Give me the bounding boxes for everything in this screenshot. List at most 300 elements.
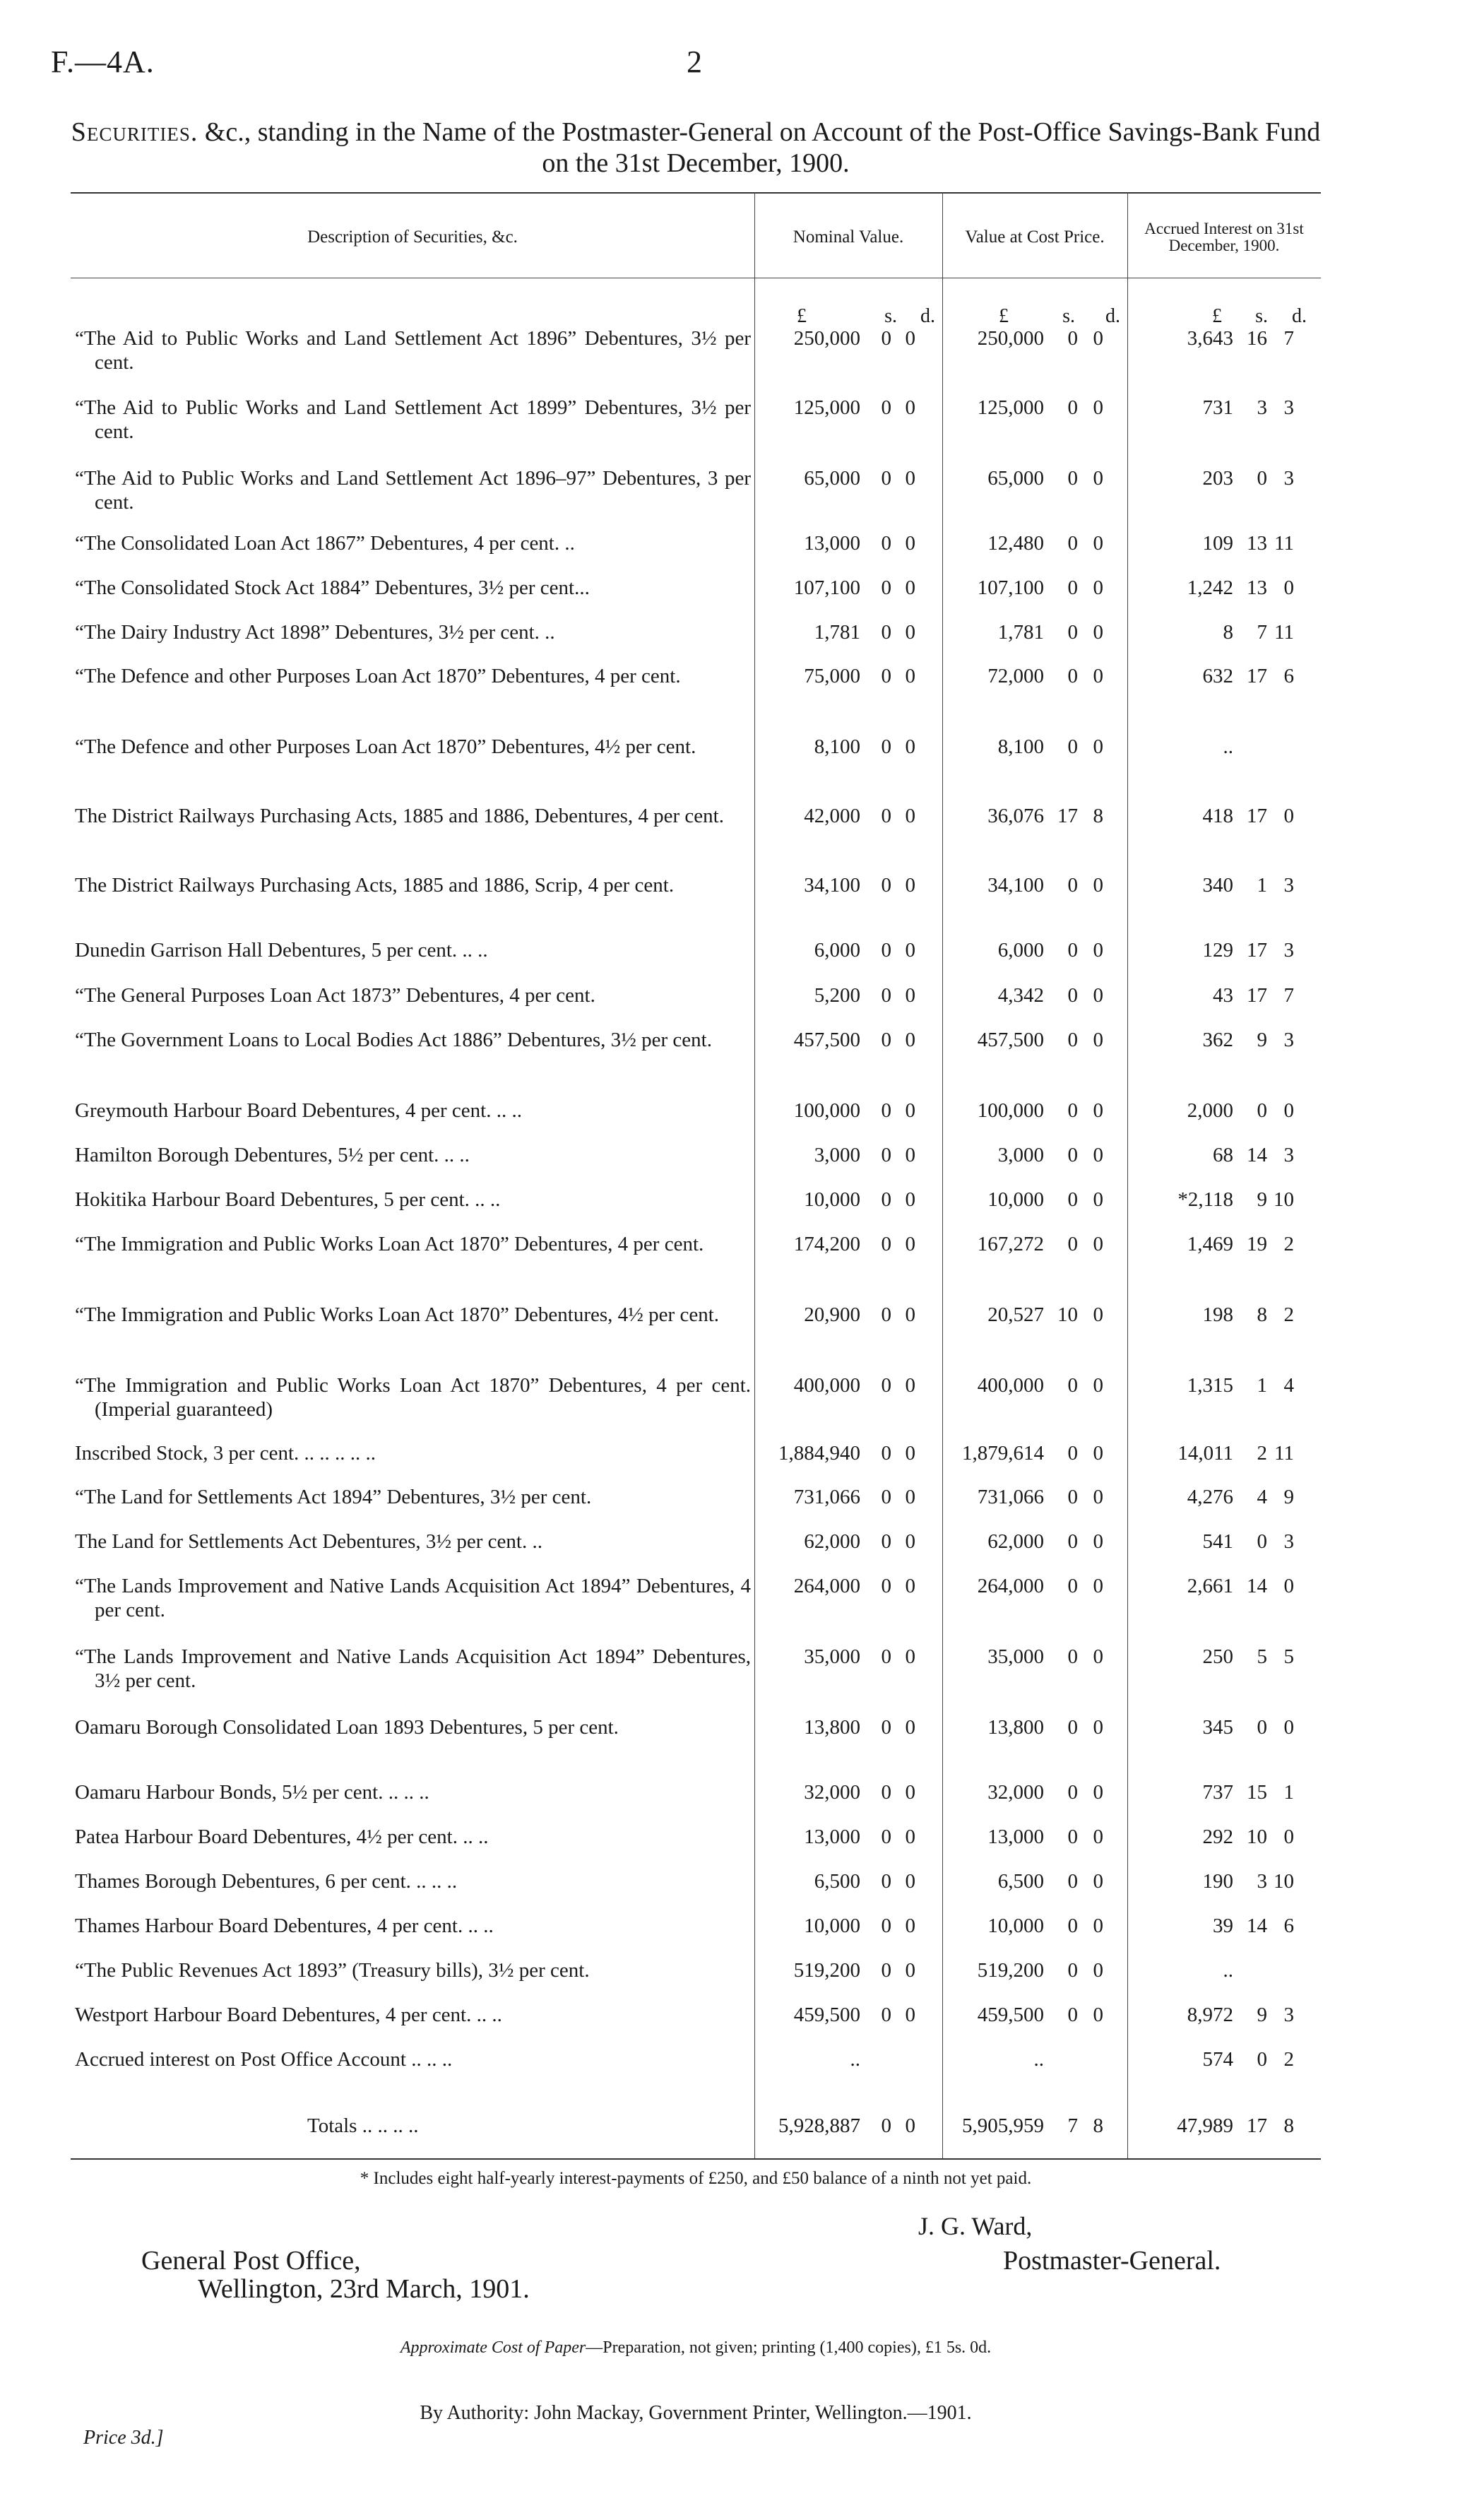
int-shillings: 1 (1257, 874, 1267, 897)
nom-pounds: 519,200 (793, 1959, 860, 1982)
nom-shillings: 0 (881, 1029, 891, 1051)
nom-shillings: 0 (881, 1188, 891, 1211)
cost-shillings: 0 (1067, 735, 1078, 758)
int-pence: 2 (1283, 1303, 1294, 1326)
cost-pounds: 72,000 (987, 665, 1044, 687)
unit-pounds: £ (999, 305, 1009, 327)
cost-shillings: 0 (1067, 532, 1078, 555)
int-pence: 10 (1274, 1188, 1294, 1211)
cost-shillings: 0 (1067, 576, 1078, 599)
security-description: Hamilton Borough Debentures, 5½ per cent. .. .. (75, 1144, 470, 1166)
security-description: “The Immigration and Public Works Loan Act 1870” Debentures, 4 per cent. (75, 1233, 704, 1255)
int-pounds: 129 (1202, 939, 1233, 962)
cost-note-text: —Preparation, not given; printing (1,400 copies), £1 5s. 0d. (586, 2338, 992, 2357)
document-reference: F.—4A. (51, 45, 155, 79)
cost-pounds: .. (1033, 2048, 1044, 2071)
nom-pence: 0 (905, 396, 915, 419)
int-pence: 0 (1283, 805, 1294, 827)
nom-pence: 0 (905, 1188, 915, 1211)
cost-pounds: 12,480 (987, 532, 1044, 555)
footnote: * Includes eight half-yearly interest-payments of £250, and £50 balance of a ninth not yet paid. (360, 2169, 1032, 2188)
nom-pounds: 34,100 (804, 874, 860, 897)
int-pence: 11 (1274, 532, 1294, 555)
cost-pounds: 6,500 (997, 1870, 1044, 1893)
cost-shillings: 0 (1067, 874, 1078, 897)
security-description: “The Immigration and Public Works Loan Act 1870” Debentures, 4½ per cent. (75, 1303, 719, 1326)
int-pence: 1 (1283, 1781, 1294, 1804)
int-shillings: 13 (1247, 532, 1267, 555)
total-int-pence: 8 (1283, 2114, 1294, 2137)
cost-pence: 0 (1093, 576, 1103, 599)
column-divider (1127, 192, 1128, 2158)
total-int-shillings: 17 (1247, 2114, 1267, 2137)
cost-pence: 0 (1093, 665, 1103, 687)
int-pence: 3 (1283, 2004, 1294, 2026)
nom-pounds: 731,066 (793, 1486, 860, 1508)
int-pounds: .. (1223, 1959, 1233, 1982)
cost-shillings: 0 (1067, 665, 1078, 687)
int-pounds: 1,469 (1187, 1233, 1233, 1255)
cost-shillings: 0 (1067, 621, 1078, 644)
int-shillings: 17 (1247, 939, 1267, 962)
cost-shillings: 0 (1067, 327, 1078, 350)
cost-pence: 0 (1093, 1716, 1103, 1739)
int-shillings: 14 (1247, 1915, 1267, 1937)
signature-office: General Post Office, (141, 2246, 361, 2276)
security-description: “The Government Loans to Local Bodies Act 1886” Debentures, 3½ per cent. (75, 1029, 712, 1051)
nom-shillings: 0 (881, 1959, 891, 1982)
int-shillings: 10 (1247, 1826, 1267, 1848)
cost-pence: 0 (1093, 327, 1103, 350)
cost-shillings: 0 (1067, 1144, 1078, 1166)
int-pounds: 3,643 (1187, 327, 1233, 350)
int-pounds: 250 (1202, 1645, 1233, 1668)
cost-shillings: 17 (1057, 805, 1078, 827)
int-shillings: 9 (1257, 1029, 1267, 1051)
security-description: “The Defence and other Purposes Loan Act 1870” Debentures, 4½ per cent. (75, 735, 696, 758)
cost-pounds: 4,342 (997, 984, 1044, 1007)
nom-pence: 0 (905, 1029, 915, 1051)
cost-pence: 0 (1093, 1144, 1103, 1166)
int-pounds: 340 (1202, 874, 1233, 897)
int-shillings: 16 (1247, 327, 1267, 350)
nom-pounds: 1,781 (814, 621, 860, 644)
nom-shillings: 0 (881, 1374, 891, 1397)
nom-pence: 0 (905, 665, 915, 687)
nom-pence: 0 (905, 1442, 915, 1465)
nom-pounds: 459,500 (793, 2004, 860, 2026)
nom-pounds: 75,000 (804, 665, 860, 687)
cost-pence: 0 (1093, 532, 1103, 555)
cost-note-label: Approximate Cost of Paper (400, 2338, 586, 2357)
int-pounds: 190 (1202, 1870, 1233, 1893)
security-description: “The Dairy Industry Act 1898” Debentures, 3½ per cent. .. (75, 621, 555, 644)
int-shillings: 0 (1257, 1716, 1267, 1739)
nom-pounds: 107,100 (793, 576, 860, 599)
column-header-nominal: Nominal Value. (793, 227, 904, 247)
nom-pounds: 32,000 (804, 1781, 860, 1804)
int-shillings: 8 (1257, 1303, 1267, 1326)
cost-pence: 0 (1093, 621, 1103, 644)
cost-shillings: 0 (1067, 984, 1078, 1007)
int-pence: 0 (1283, 576, 1294, 599)
int-pence: 3 (1283, 874, 1294, 897)
nom-pounds: .. (850, 2048, 860, 2071)
nom-shillings: 0 (881, 1716, 891, 1739)
int-pounds: 731 (1202, 396, 1233, 419)
nom-pence: 0 (905, 1303, 915, 1326)
cost-pounds: 13,800 (987, 1716, 1044, 1739)
nom-shillings: 0 (881, 532, 891, 555)
cost-shillings: 0 (1067, 2004, 1078, 2026)
nom-pence: 0 (905, 621, 915, 644)
cost-pence: 0 (1093, 1645, 1103, 1668)
int-pounds: 4,276 (1187, 1486, 1233, 1508)
nom-pence: 0 (905, 1781, 915, 1804)
int-pounds: 292 (1202, 1826, 1233, 1848)
cost-shillings: 0 (1067, 1486, 1078, 1508)
nom-pounds: 13,800 (804, 1716, 860, 1739)
nom-shillings: 0 (881, 939, 891, 962)
nom-shillings: 0 (881, 735, 891, 758)
unit-pounds: £ (797, 305, 807, 327)
int-shillings: 17 (1247, 805, 1267, 827)
nom-shillings: 0 (881, 1442, 891, 1465)
nom-shillings: 0 (881, 1144, 891, 1166)
cost-shillings: 0 (1067, 467, 1078, 490)
cost-pence: 0 (1093, 1188, 1103, 1211)
int-pence: 9 (1283, 1486, 1294, 1508)
security-description: Accrued interest on Post Office Account .. .. .. (75, 2048, 453, 2071)
int-shillings: 0 (1257, 1099, 1267, 1122)
printer-authority: By Authority: John Mackay, Government Printer, Wellington.—1901. (420, 2402, 972, 2424)
nom-pence: 0 (905, 1645, 915, 1668)
int-pounds: 362 (1202, 1029, 1233, 1051)
nom-shillings: 0 (881, 467, 891, 490)
int-pence: 3 (1283, 1530, 1294, 1553)
total-nom-shillings: 0 (881, 2114, 891, 2137)
nom-pounds: 100,000 (793, 1099, 860, 1122)
nom-pounds: 35,000 (804, 1645, 860, 1668)
security-description: Thames Borough Debentures, 6 per cent. .. .. .. (75, 1870, 458, 1893)
security-description: “The Lands Improvement and Native Lands Acquisition Act 1894” Debentures, 3½ per cent. (75, 1645, 751, 1692)
nom-shillings: 0 (881, 327, 891, 350)
int-pence: 0 (1283, 1826, 1294, 1848)
cost-pence: 0 (1093, 1575, 1103, 1597)
int-pounds: 1,242 (1187, 576, 1233, 599)
nom-pence: 0 (905, 532, 915, 555)
cost-pence: 0 (1093, 1781, 1103, 1804)
total-nom-pence: 0 (905, 2114, 915, 2137)
nom-pounds: 264,000 (793, 1575, 860, 1597)
int-pounds: 418 (1202, 805, 1233, 827)
nom-pence: 0 (905, 735, 915, 758)
nom-pence: 0 (905, 805, 915, 827)
int-shillings: 1 (1257, 1374, 1267, 1397)
nom-pounds: 65,000 (804, 467, 860, 490)
unit-shillings: s. (1255, 305, 1268, 327)
nom-pounds: 250,000 (793, 327, 860, 350)
cost-pence: 0 (1093, 1530, 1103, 1553)
nom-shillings: 0 (881, 1099, 891, 1122)
security-description: Hokitika Harbour Board Debentures, 5 per cent. .. .. (75, 1188, 501, 1211)
cost-pounds: 1,879,614 (962, 1442, 1044, 1465)
int-shillings: 14 (1247, 1575, 1267, 1597)
security-description: The Land for Settlements Act Debentures, 3½ per cent. .. (75, 1530, 542, 1553)
cost-shillings: 0 (1067, 1716, 1078, 1739)
int-pence: 4 (1283, 1374, 1294, 1397)
column-header-cost: Value at Cost Price. (965, 227, 1105, 247)
int-shillings: 3 (1257, 1870, 1267, 1893)
nom-pounds: 3,000 (814, 1144, 860, 1166)
nom-pence: 0 (905, 327, 915, 350)
nom-pence: 0 (905, 1374, 915, 1397)
security-description: Dunedin Garrison Hall Debentures, 5 per cent. .. .. (75, 939, 488, 962)
cost-shillings: 0 (1067, 396, 1078, 419)
nom-pence: 0 (905, 1959, 915, 1982)
cost-shillings: 0 (1067, 1781, 1078, 1804)
nom-shillings: 0 (881, 1530, 891, 1553)
security-description: “The Consolidated Loan Act 1867” Debentures, 4 per cent. .. (75, 532, 575, 555)
security-description: “The General Purposes Loan Act 1873” Debentures, 4 per cent. (75, 984, 595, 1007)
nom-pounds: 125,000 (793, 396, 860, 419)
cost-pounds: 3,000 (997, 1144, 1044, 1166)
unit-pence: d. (1105, 305, 1120, 327)
int-shillings: 19 (1247, 1233, 1267, 1255)
nom-pence: 0 (905, 467, 915, 490)
security-description: Patea Harbour Board Debentures, 4½ per cent. .. .. (75, 1826, 489, 1848)
nom-pounds: 10,000 (804, 1915, 860, 1937)
nom-pounds: 6,500 (814, 1870, 860, 1893)
signature-name: J. G. Ward, (918, 2212, 1033, 2240)
cost-shillings: 0 (1067, 1645, 1078, 1668)
nom-pounds: 5,200 (814, 984, 860, 1007)
nom-pence: 0 (905, 939, 915, 962)
nom-shillings: 0 (881, 1781, 891, 1804)
security-description: “The Aid to Public Works and Land Settlement Act 1899” Debentures, 3½ per cent. (75, 396, 751, 443)
nom-pence: 0 (905, 1144, 915, 1166)
column-divider (754, 192, 755, 2158)
cost-shillings: 0 (1067, 1188, 1078, 1211)
security-description: Westport Harbour Board Debentures, 4 per cent. .. .. (75, 2004, 502, 2026)
cost-shillings: 0 (1067, 1099, 1078, 1122)
int-pounds: .. (1223, 735, 1233, 758)
cost-pounds: 107,100 (977, 576, 1044, 599)
cost-pence: 0 (1093, 1826, 1103, 1848)
security-description: Inscribed Stock, 3 per cent. .. .. .. .. .. (75, 1442, 376, 1465)
int-pence: 0 (1283, 1716, 1294, 1739)
int-pounds: 43 (1213, 984, 1233, 1007)
title-text: &c., standing in the Name of the Postmaster-General on Account of the Post-Office Savings-Bank Fund on the 31st December, 1900. (198, 117, 1321, 178)
cost-pence: 0 (1093, 874, 1103, 897)
int-pence: 10 (1274, 1870, 1294, 1893)
cost-pounds: 34,100 (987, 874, 1044, 897)
cost-pounds: 250,000 (977, 327, 1044, 350)
column-header-description: Description of Securities, &c. (307, 227, 518, 247)
nom-pence: 0 (905, 576, 915, 599)
cost-pounds: 35,000 (987, 1645, 1044, 1668)
int-shillings: 5 (1257, 1645, 1267, 1668)
nom-shillings: 0 (881, 1233, 891, 1255)
int-pounds: 109 (1202, 532, 1233, 555)
int-pence: 6 (1283, 1915, 1294, 1937)
security-description: Thames Harbour Board Debentures, 4 per cent. .. .. (75, 1915, 494, 1937)
cost-pounds: 13,000 (987, 1826, 1044, 1848)
nom-pounds: 6,000 (814, 939, 860, 962)
int-pounds: 574 (1202, 2048, 1233, 2071)
cost-pence: 0 (1093, 1029, 1103, 1051)
cost-pence: 0 (1093, 735, 1103, 758)
int-pounds: 541 (1202, 1530, 1233, 1553)
title-lead: Securities. (71, 117, 198, 147)
column-divider (942, 192, 943, 2158)
cost-shillings: 0 (1067, 1870, 1078, 1893)
int-shillings: 0 (1257, 2048, 1267, 2071)
int-pence: 2 (1283, 1233, 1294, 1255)
int-pence: 7 (1283, 984, 1294, 1007)
int-pounds: 1,315 (1187, 1374, 1233, 1397)
int-shillings: 15 (1247, 1781, 1267, 1804)
cost-shillings: 0 (1067, 1826, 1078, 1848)
int-pounds: 39 (1213, 1915, 1233, 1937)
nom-pounds: 13,000 (804, 1826, 860, 1848)
unit-pounds: £ (1212, 305, 1222, 327)
price: Price 3d.] (83, 2427, 164, 2449)
cost-shillings: 0 (1067, 1029, 1078, 1051)
int-pounds: 8 (1223, 621, 1233, 644)
cost-pounds: 1,781 (997, 621, 1044, 644)
signature-place-date: Wellington, 23rd March, 1901. (198, 2274, 530, 2304)
int-pence: 3 (1283, 939, 1294, 962)
cost-pence: 0 (1093, 467, 1103, 490)
int-pounds: 2,661 (1187, 1575, 1233, 1597)
nom-pence: 0 (905, 984, 915, 1007)
int-pounds: 737 (1202, 1781, 1233, 1804)
int-pounds: 2,000 (1187, 1099, 1233, 1122)
cost-pounds: 519,200 (977, 1959, 1044, 1982)
cost-shillings: 10 (1057, 1303, 1078, 1326)
cost-pence: 0 (1093, 939, 1103, 962)
int-shillings: 9 (1257, 2004, 1267, 2026)
nom-shillings: 0 (881, 621, 891, 644)
nom-pence: 0 (905, 1575, 915, 1597)
cost-pounds: 125,000 (977, 396, 1044, 419)
security-description: “The Aid to Public Works and Land Settlement Act 1896” Debentures, 3½ per cent. (75, 327, 751, 374)
totals-label: Totals .. .. .. .. (307, 2114, 419, 2137)
cost-pence: 0 (1093, 1915, 1103, 1937)
int-pence: 11 (1274, 1442, 1294, 1465)
nom-shillings: 0 (881, 2004, 891, 2026)
nom-shillings: 0 (881, 805, 891, 827)
cost-shillings: 0 (1067, 1442, 1078, 1465)
security-description: “The Immigration and Public Works Loan Act 1870” Debentures, 4 per cent. (Imperial guaranteed) (75, 1374, 751, 1421)
nom-pounds: 13,000 (804, 532, 860, 555)
int-shillings: 7 (1257, 621, 1267, 644)
security-description: “The Lands Improvement and Native Lands Acquisition Act 1894” Debentures, 4 per cent. (75, 1575, 751, 1621)
table-top-rule (71, 192, 1321, 194)
nom-shillings: 0 (881, 1870, 891, 1893)
unit-pence: d. (920, 305, 935, 327)
cost-pounds: 65,000 (987, 467, 1044, 490)
cost-pounds: 459,500 (977, 2004, 1044, 2026)
cost-pence: 8 (1093, 805, 1103, 827)
int-pence: 2 (1283, 2048, 1294, 2071)
nom-pence: 0 (905, 1716, 915, 1739)
security-description: “The Consolidated Stock Act 1884” Debentures, 3½ per cent... (75, 576, 590, 599)
security-description: “The Land for Settlements Act 1894” Debentures, 3½ per cent. (75, 1486, 592, 1508)
total-nom-pounds: 5,928,887 (778, 2114, 860, 2137)
cost-shillings: 0 (1067, 939, 1078, 962)
int-shillings: 13 (1247, 576, 1267, 599)
total-int-pounds: 47,989 (1177, 2114, 1233, 2137)
int-pence: 6 (1283, 665, 1294, 687)
int-pounds: 8,972 (1187, 2004, 1233, 2026)
int-pence: 11 (1274, 621, 1294, 644)
cost-pounds: 10,000 (987, 1188, 1044, 1211)
cost-pounds: 8,100 (997, 735, 1044, 758)
int-pence: 0 (1283, 1099, 1294, 1122)
cost-pounds: 264,000 (977, 1575, 1044, 1597)
page-number: 2 (687, 45, 702, 79)
nom-pounds: 10,000 (804, 1188, 860, 1211)
nom-pence: 0 (905, 1530, 915, 1553)
int-pence: 0 (1283, 1575, 1294, 1597)
security-description: Oamaru Borough Consolidated Loan 1893 Debentures, 5 per cent. (75, 1716, 619, 1739)
total-cost-pounds: 5,905,959 (962, 2114, 1044, 2137)
nom-pounds: 174,200 (793, 1233, 860, 1255)
int-pence: 3 (1283, 1029, 1294, 1051)
total-cost-shillings: 7 (1067, 2114, 1078, 2137)
int-shillings: 14 (1247, 1144, 1267, 1166)
nom-shillings: 0 (881, 1826, 891, 1848)
cost-pence: 0 (1093, 1374, 1103, 1397)
security-description: “The Defence and other Purposes Loan Act 1870” Debentures, 4 per cent. (75, 665, 681, 687)
document-title (71, 117, 1321, 179)
int-pence: 5 (1283, 1645, 1294, 1668)
cost-pence: 0 (1093, 1099, 1103, 1122)
int-shillings: 3 (1257, 396, 1267, 419)
cost-pence: 0 (1093, 1486, 1103, 1508)
int-pounds: *2,118 (1177, 1188, 1233, 1211)
nom-pence: 0 (905, 2004, 915, 2026)
nom-pence: 0 (905, 1486, 915, 1508)
nom-pounds: 42,000 (804, 805, 860, 827)
int-pounds: 14,011 (1177, 1442, 1233, 1465)
int-pence: 7 (1283, 327, 1294, 350)
nom-shillings: 0 (881, 984, 891, 1007)
nom-pence: 0 (905, 874, 915, 897)
int-pounds: 68 (1213, 1144, 1233, 1166)
int-shillings: 2 (1257, 1442, 1267, 1465)
cost-of-paper-note (71, 2338, 1321, 2358)
nom-shillings: 0 (881, 665, 891, 687)
column-header-interest: Accrued Interest on 31st December, 1900. (1144, 220, 1304, 254)
int-pounds: 203 (1202, 467, 1233, 490)
nom-pounds: 400,000 (793, 1374, 860, 1397)
security-description: Greymouth Harbour Board Debentures, 4 per cent. .. .. (75, 1099, 522, 1122)
unit-shillings: s. (1062, 305, 1075, 327)
cost-pounds: 62,000 (987, 1530, 1044, 1553)
cost-pence: 0 (1093, 984, 1103, 1007)
nom-pence: 0 (905, 1826, 915, 1848)
cost-pounds: 6,000 (997, 939, 1044, 962)
cost-pounds: 457,500 (977, 1029, 1044, 1051)
cost-pence: 0 (1093, 1870, 1103, 1893)
security-description: “The Aid to Public Works and Land Settlement Act 1896–97” Debentures, 3 per cent. (75, 467, 751, 514)
int-shillings: 0 (1257, 467, 1267, 490)
cost-pence: 0 (1093, 396, 1103, 419)
int-shillings: 17 (1247, 984, 1267, 1007)
